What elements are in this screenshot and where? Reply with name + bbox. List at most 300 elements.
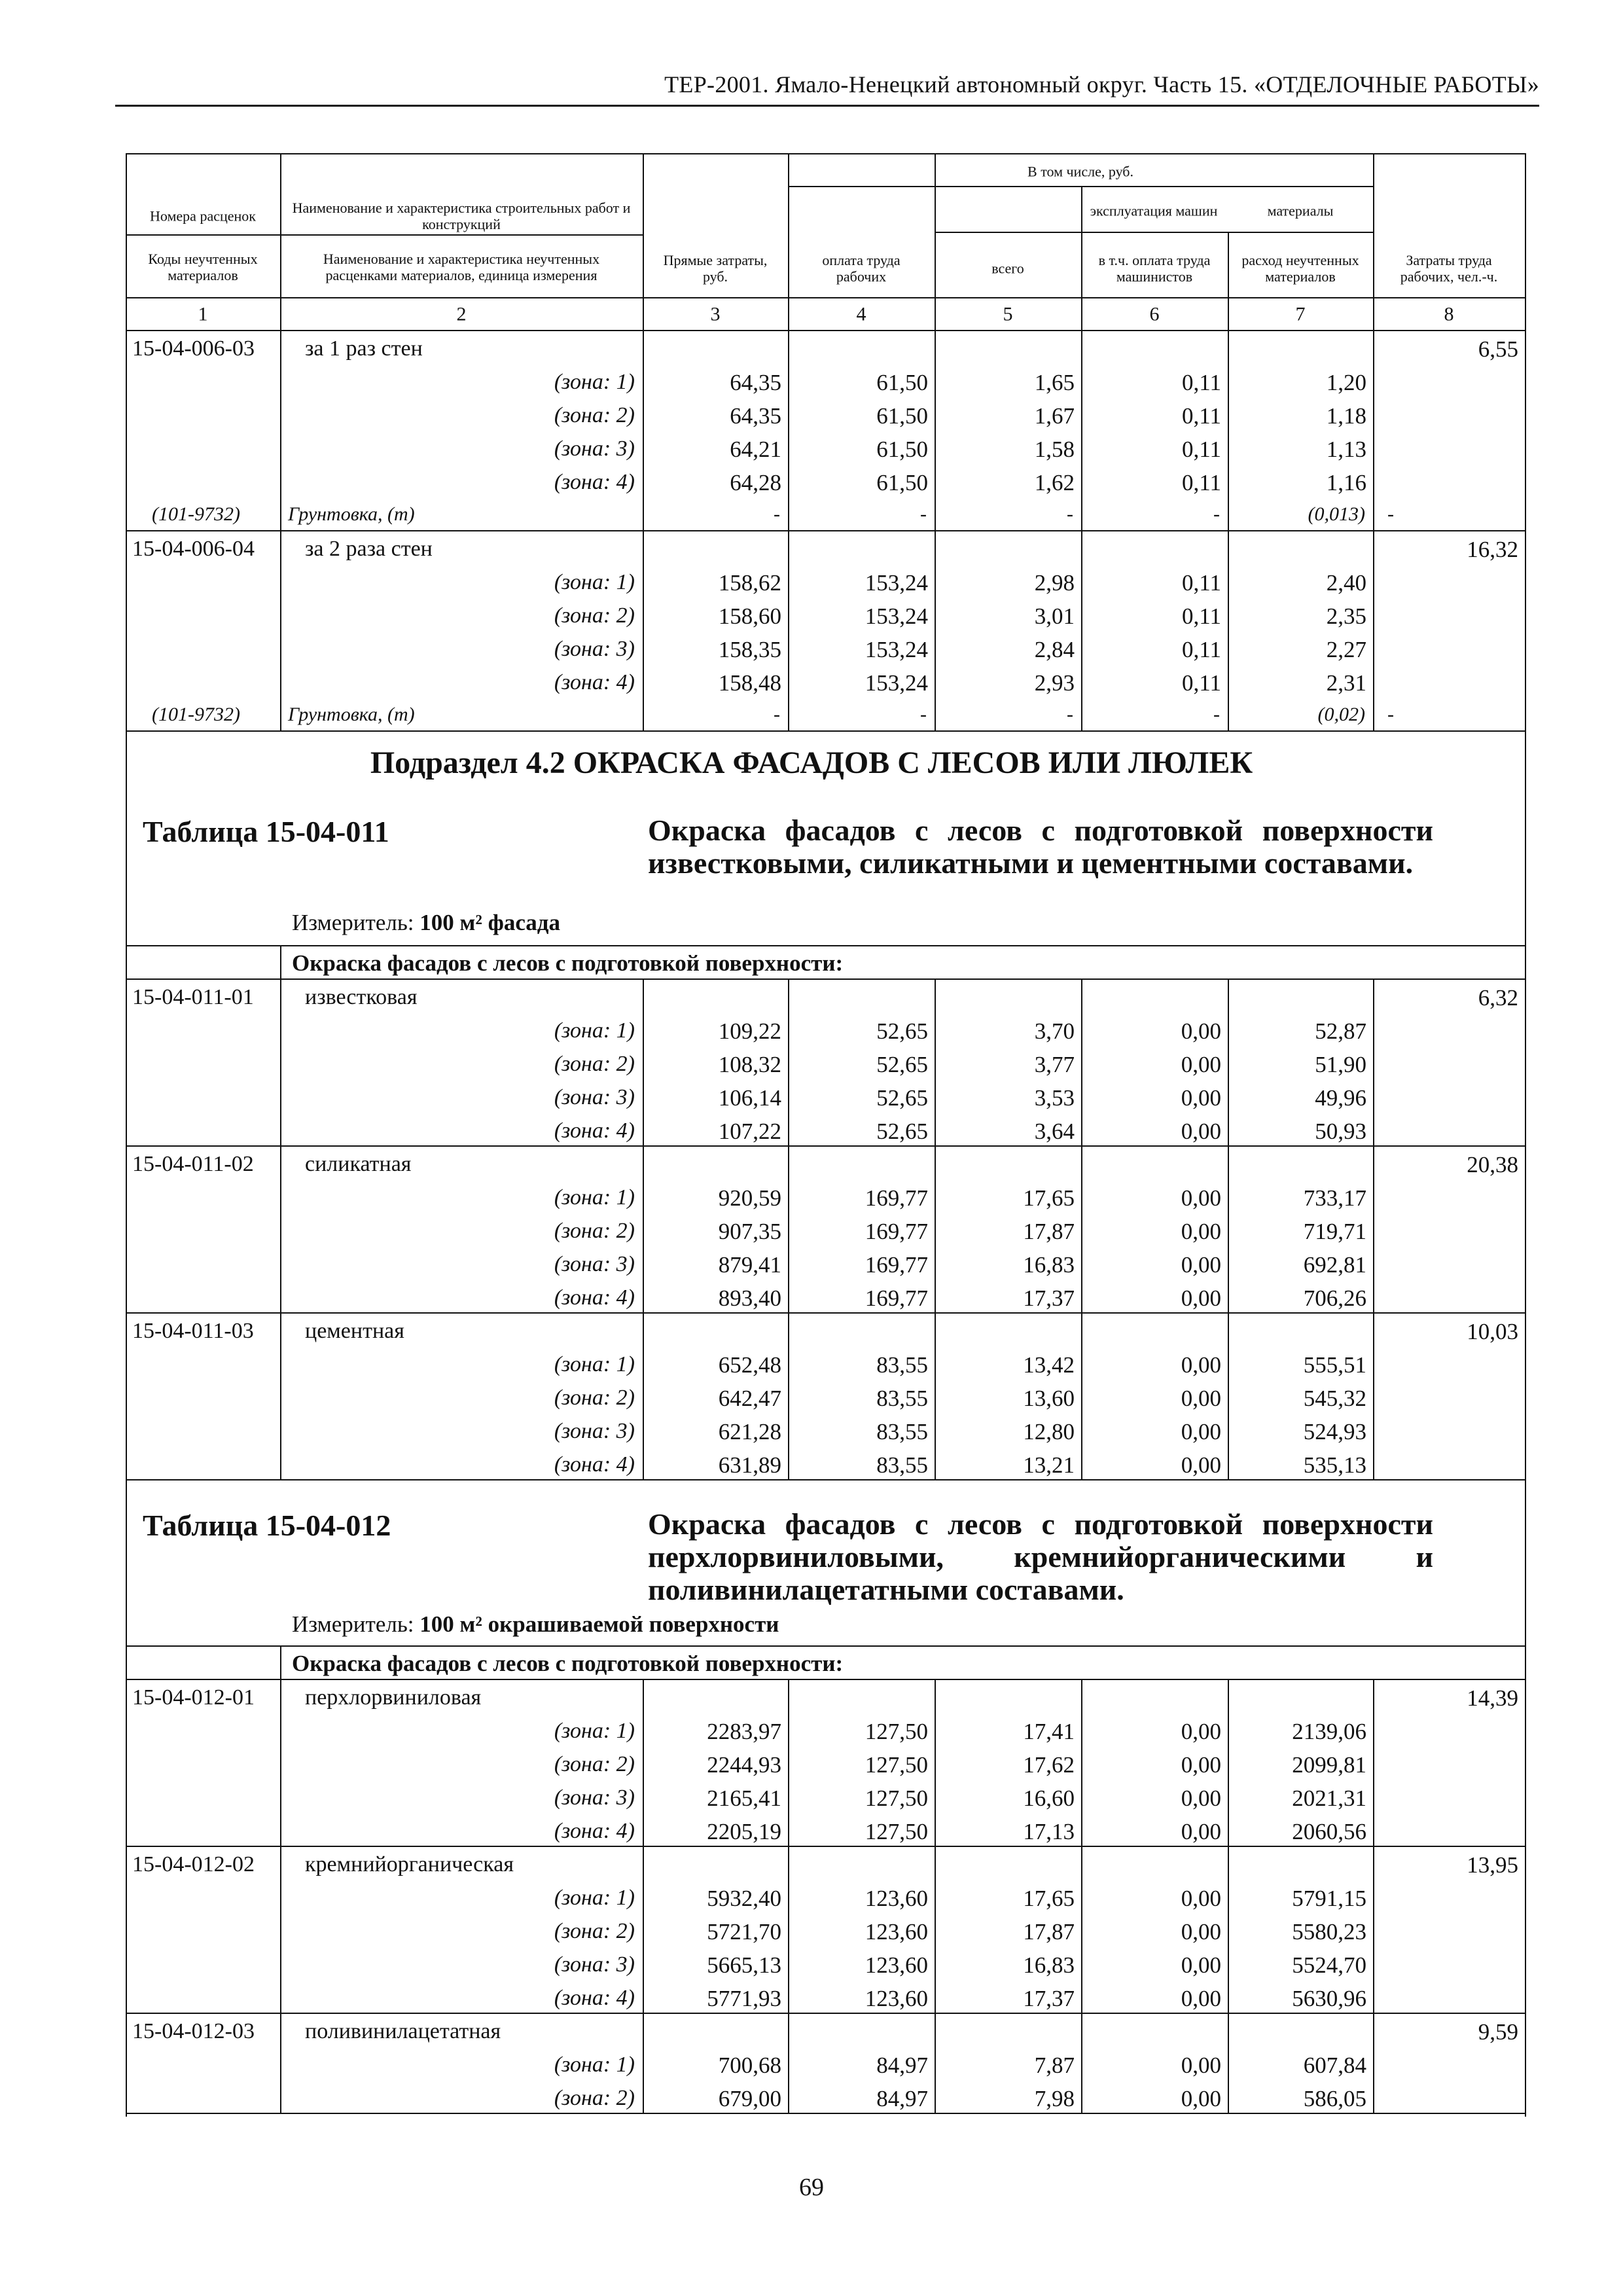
material-value: -: [1067, 704, 1073, 725]
column-rule: [788, 153, 789, 186]
column-rule: [935, 1145, 936, 1312]
column-rule: [788, 1145, 789, 1312]
table-number: Таблица 15-04-012: [143, 1509, 391, 1542]
column-rule: [643, 1846, 644, 2013]
cell-value: 2021,31: [1292, 1785, 1366, 1811]
cell-value: 0,00: [1181, 1419, 1221, 1444]
row-rule: [126, 2013, 1525, 2014]
cell-value: 17,37: [1023, 1285, 1075, 1311]
table-title: Окраска фасадов с лесов с подготовкой поверхности перхлорвиниловыми, кремнийорганическими и поливинилацетатными составами.: [648, 1507, 1433, 1606]
column-rule: [1373, 153, 1374, 186]
running-header: ТЕР-2001. Ямало-Ненецкий автономный округ. Часть 15. «ОТДЕЛОЧНЫЕ РАБОТЫ»: [664, 71, 1539, 98]
column-rule: [643, 2013, 644, 2113]
zone-label: (зона: 2): [554, 1052, 635, 1076]
material-value: -: [1213, 503, 1220, 525]
column-rule: [643, 978, 644, 1145]
material-name: Грунтовка, (т): [288, 704, 415, 725]
cell-value: 0,11: [1182, 570, 1221, 596]
column-rule: [788, 1679, 789, 1846]
zone-label: (зона: 3): [554, 1252, 635, 1276]
rate-code: 15-04-011-02: [132, 1152, 254, 1176]
cell-value: 621,28: [718, 1419, 781, 1444]
cell-value: 123,60: [865, 1886, 928, 1911]
column-rule: [935, 1846, 936, 2013]
cell-value: 52,65: [876, 1018, 928, 1044]
column-rule: [935, 186, 936, 330]
cell-value: 0,00: [1181, 1052, 1221, 1077]
header-machinist-pay: в т.ч. оплата труда машинистов: [1098, 252, 1211, 285]
header-direct-costs: Прямые затраты, руб.: [663, 252, 768, 285]
rate-code: 15-04-006-03: [132, 336, 255, 361]
work-name: цементная: [305, 1319, 404, 1343]
zone-label: (зона: 2): [554, 1919, 635, 1943]
cell-value: 642,47: [718, 1386, 781, 1411]
rate-code: 15-04-011-03: [132, 1319, 254, 1343]
labor-cost: 20,38: [1467, 1152, 1518, 1177]
cell-value: 17,62: [1023, 1752, 1075, 1778]
column-rule: [1228, 232, 1229, 330]
column-rule: [1373, 1312, 1374, 1479]
cell-value: 50,93: [1315, 1119, 1366, 1144]
cell-value: 17,87: [1023, 1919, 1075, 1945]
zone-label: (зона: 3): [554, 1085, 635, 1109]
measure-prefix: Измеритель:: [292, 1611, 420, 1637]
cell-value: 0,00: [1181, 1452, 1221, 1478]
cell-value: 0,11: [1182, 437, 1221, 462]
row-rule: [126, 1645, 1525, 1647]
group-title: Окраска фасадов с лесов с подготовкой поверхности:: [292, 950, 844, 976]
cell-value: 64,28: [730, 470, 781, 495]
column-rule: [126, 153, 127, 2117]
column-rule: [1081, 978, 1082, 1145]
cell-value: 169,77: [865, 1252, 928, 1278]
zone-label: (зона: 1): [554, 570, 635, 594]
material-value: -: [920, 704, 927, 725]
cell-value: 0,11: [1182, 470, 1221, 495]
zone-label: (зона: 4): [554, 1452, 635, 1477]
cell-value: 7,98: [1034, 2086, 1075, 2111]
cell-value: 1,16: [1326, 470, 1366, 495]
column-rule: [1373, 1145, 1374, 1312]
cell-value: 17,87: [1023, 1219, 1075, 1244]
work-name: за 2 раза стен: [305, 537, 433, 561]
cell-value: 5580,23: [1292, 1919, 1366, 1945]
cell-value: 920,59: [718, 1185, 781, 1211]
zone-label: (зона: 2): [554, 1752, 635, 1776]
column-rule: [280, 945, 281, 978]
cell-value: 0,00: [1181, 1085, 1221, 1111]
column-rule: [1525, 153, 1526, 2117]
zone-label: (зона: 1): [554, 1886, 635, 1910]
cell-value: 169,77: [865, 1185, 928, 1211]
cell-value: 0,11: [1182, 637, 1221, 662]
zone-label: (зона: 3): [554, 437, 635, 461]
row-rule: [126, 1479, 1525, 1480]
column-rule: [1081, 330, 1082, 530]
work-name: за 1 раз стен: [305, 336, 423, 361]
column-rule: [643, 330, 644, 530]
material-code: (101-9732): [152, 503, 240, 525]
column-rule: [280, 1145, 281, 1312]
cell-value: 0,11: [1182, 603, 1221, 629]
cell-value: 652,48: [718, 1352, 781, 1378]
cell-value: 158,48: [718, 670, 781, 696]
header-material-use: расход неучтенных материалов: [1241, 252, 1359, 285]
work-name: перхлорвиниловая: [305, 1685, 482, 1710]
header-labor-cost: Затраты труда рабочих, чел.-ч.: [1400, 252, 1498, 285]
column-rule: [935, 1679, 936, 1846]
cell-value: 5721,70: [707, 1919, 781, 1945]
labor-cost: 14,39: [1467, 1685, 1518, 1711]
zone-label: (зона: 4): [554, 1986, 635, 2010]
column-rule: [280, 978, 281, 1145]
cell-value: 158,60: [718, 603, 781, 629]
row-rule: [126, 1679, 1525, 1680]
cell-value: 907,35: [718, 1219, 781, 1244]
material-labor: -: [1387, 503, 1394, 525]
cell-value: 0,00: [1181, 1785, 1221, 1811]
cell-value: 5771,93: [707, 1986, 781, 2011]
cell-value: 83,55: [876, 1352, 928, 1378]
zone-label: (зона: 2): [554, 403, 635, 427]
zone-label: (зона: 3): [554, 1952, 635, 1977]
zone-label: (зона: 4): [554, 470, 635, 494]
cell-value: 83,55: [876, 1386, 928, 1411]
zone-label: (зона: 4): [554, 1285, 635, 1310]
zone-label: (зона: 2): [554, 603, 635, 628]
cell-value: 49,96: [1315, 1085, 1366, 1111]
cell-value: 0,00: [1181, 2053, 1221, 2078]
cell-value: 2283,97: [707, 1719, 781, 1744]
material-value: (0,02): [1317, 704, 1365, 725]
column-rule: [788, 978, 789, 1145]
cell-value: 3,77: [1034, 1052, 1075, 1077]
header-labor-pay: оплата труда рабочих: [822, 252, 901, 285]
column-rule: [1228, 978, 1229, 1145]
column-rule: [1373, 530, 1374, 730]
column-rule: [1228, 330, 1229, 530]
column-rule: [935, 530, 936, 730]
cell-value: 17,41: [1023, 1719, 1075, 1744]
cell-value: 586,05: [1303, 2086, 1366, 2111]
cell-value: 555,51: [1303, 1352, 1366, 1378]
column-rule: [935, 1312, 936, 1479]
table-title: Окраска фасадов с лесов с подготовкой поверхности известковыми, силикатными и цементными составами.: [648, 814, 1433, 880]
measure-value: 100 м² фасада: [419, 910, 560, 935]
cell-value: 1,65: [1034, 370, 1075, 395]
cell-value: 12,80: [1023, 1419, 1075, 1444]
material-labor: -: [1387, 704, 1394, 725]
rate-code: 15-04-012-01: [132, 1685, 255, 1710]
cell-value: 2,40: [1326, 570, 1366, 596]
cell-value: 0,00: [1181, 2086, 1221, 2111]
cell-value: 13,21: [1023, 1452, 1075, 1478]
cell-value: 0,00: [1181, 1219, 1221, 1244]
cell-value: 1,18: [1326, 403, 1366, 429]
row-rule: [126, 153, 1525, 154]
cell-value: 2099,81: [1292, 1752, 1366, 1778]
cell-value: 169,77: [865, 1219, 928, 1244]
cell-value: 153,24: [865, 670, 928, 696]
subsection-title: Подраздел 4.2 ОКРАСКА ФАСАДОВ С ЛЕСОВ ИЛИ ЛЮЛЕК: [370, 745, 1253, 780]
cell-value: 692,81: [1303, 1252, 1366, 1278]
cell-value: 108,32: [718, 1052, 781, 1077]
header-material-codes: Коды неучтенных материалов: [148, 251, 258, 283]
zone-label: (зона: 4): [554, 1119, 635, 1143]
cell-value: 607,84: [1303, 2053, 1366, 2078]
cell-value: 706,26: [1303, 1285, 1366, 1311]
column-rule: [788, 2013, 789, 2113]
column-rule: [1228, 1846, 1229, 2013]
cell-value: 52,65: [876, 1052, 928, 1077]
column-number: 3: [710, 303, 721, 325]
column-rule: [1373, 330, 1374, 530]
cell-value: 0,00: [1181, 1119, 1221, 1144]
cell-value: 0,00: [1181, 1886, 1221, 1911]
cell-value: 7,87: [1034, 2053, 1075, 2078]
cell-value: 16,83: [1023, 1952, 1075, 1978]
cell-value: 2205,19: [707, 1819, 781, 1844]
column-rule: [788, 530, 789, 730]
column-rule: [1373, 1846, 1374, 2013]
cell-value: 61,50: [876, 437, 928, 462]
table-number: Таблица 15-04-011: [143, 815, 389, 848]
cell-value: 158,62: [718, 570, 781, 596]
row-rule: [935, 232, 1373, 233]
cell-value: 0,00: [1181, 1285, 1221, 1311]
cell-value: 123,60: [865, 1952, 928, 1978]
zone-label: (зона: 1): [554, 1719, 635, 1743]
labor-cost: 6,32: [1478, 985, 1518, 1011]
material-value: -: [774, 704, 780, 725]
cell-value: 0,00: [1181, 1185, 1221, 1211]
cell-value: 17,65: [1023, 1886, 1075, 1911]
cell-value: 5630,96: [1292, 1986, 1366, 2011]
labor-cost: 6,55: [1478, 336, 1518, 362]
header-work-name: Наименование и характеристика строительных работ и конструкций: [292, 200, 631, 232]
cell-value: 1,13: [1326, 437, 1366, 462]
material-name: Грунтовка, (т): [288, 503, 415, 525]
cell-value: 0,00: [1181, 1352, 1221, 1378]
column-rule: [280, 1846, 281, 2013]
cell-value: 109,22: [718, 1018, 781, 1044]
work-name: силикатная: [305, 1152, 412, 1176]
zone-label: (зона: 1): [554, 370, 635, 394]
cell-value: 0,00: [1181, 1819, 1221, 1844]
material-value: -: [1213, 704, 1220, 725]
cell-value: 0,00: [1181, 1752, 1221, 1778]
cell-value: 3,70: [1034, 1018, 1075, 1044]
cell-value: 16,83: [1023, 1252, 1075, 1278]
column-rule: [1081, 1679, 1082, 1846]
zone-label: (зона: 4): [554, 1819, 635, 1843]
cell-value: 1,62: [1034, 470, 1075, 495]
material-value: (0,013): [1308, 503, 1365, 525]
zone-label: (зона: 2): [554, 2086, 635, 2110]
column-rule: [1228, 1312, 1229, 1479]
cell-value: 679,00: [718, 2086, 781, 2111]
cell-value: 3,53: [1034, 1085, 1075, 1111]
column-number: 7: [1295, 303, 1306, 325]
measure-unit: [292, 910, 560, 936]
cell-value: 0,00: [1181, 1719, 1221, 1744]
cell-value: 17,37: [1023, 1986, 1075, 2011]
column-rule: [643, 1312, 644, 1479]
column-rule: [643, 153, 644, 330]
cell-value: 1,58: [1034, 437, 1075, 462]
column-rule: [935, 153, 936, 186]
cell-value: 0,11: [1182, 403, 1221, 429]
row-rule: [126, 530, 1525, 531]
cell-value: 153,24: [865, 637, 928, 662]
column-number: 8: [1444, 303, 1454, 325]
column-rule: [788, 1846, 789, 2013]
column-rule: [1081, 2013, 1082, 2113]
cell-value: 2060,56: [1292, 1819, 1366, 1844]
cell-value: 2,93: [1034, 670, 1075, 696]
column-rule: [280, 1645, 281, 1679]
cell-value: 2,31: [1326, 670, 1366, 696]
cell-value: 106,14: [718, 1085, 781, 1111]
cell-value: 545,32: [1303, 1386, 1366, 1411]
zone-label: (зона: 1): [554, 1185, 635, 1210]
column-rule: [280, 1312, 281, 1479]
column-rule: [1373, 186, 1374, 330]
column-rule: [1228, 1679, 1229, 1846]
column-rule: [935, 2013, 936, 2113]
column-rule: [1081, 1145, 1082, 1312]
work-name: поливинилацетатная: [305, 2019, 501, 2043]
work-name: известковая: [305, 985, 418, 1009]
rate-code: 15-04-012-02: [132, 1852, 255, 1876]
cell-value: 61,50: [876, 403, 928, 429]
column-rule: [643, 1145, 644, 1312]
cell-value: 3,01: [1034, 603, 1075, 629]
material-code: (101-9732): [152, 704, 240, 725]
cell-value: 0,00: [1181, 1919, 1221, 1945]
column-rule: [280, 153, 281, 330]
zone-label: (зона: 1): [554, 1018, 635, 1043]
cell-value: 893,40: [718, 1285, 781, 1311]
column-rule: [1228, 1145, 1229, 1312]
cell-value: 16,60: [1023, 1785, 1075, 1811]
row-rule: [126, 2113, 1525, 2114]
cell-value: 61,50: [876, 370, 928, 395]
zone-label: (зона: 4): [554, 670, 635, 694]
row-rule: [126, 978, 1525, 980]
cell-value: 127,50: [865, 1719, 928, 1744]
column-rule: [935, 330, 936, 530]
cell-value: 127,50: [865, 1752, 928, 1778]
cell-value: 2165,41: [707, 1785, 781, 1811]
cell-value: 719,71: [1303, 1219, 1366, 1244]
column-rule: [1373, 2013, 1374, 2113]
group-title: Окраска фасадов с лесов с подготовкой поверхности:: [292, 1651, 844, 1676]
column-rule: [1373, 978, 1374, 1145]
cell-value: 52,87: [1315, 1018, 1366, 1044]
header-machines: эксплуатация машин: [1090, 202, 1218, 219]
cell-value: 733,17: [1303, 1185, 1366, 1211]
cell-value: 158,35: [718, 637, 781, 662]
column-rule: [643, 1679, 644, 1846]
cell-value: 2,27: [1326, 637, 1366, 662]
cell-value: 84,97: [876, 2086, 928, 2111]
cell-value: 127,50: [865, 1819, 928, 1844]
row-rule: [126, 330, 1525, 331]
column-rule: [1081, 1312, 1082, 1479]
column-number: 4: [856, 303, 866, 325]
cell-value: 13,42: [1023, 1352, 1075, 1378]
zone-label: (зона: 1): [554, 1352, 635, 1376]
cell-value: 13,60: [1023, 1386, 1075, 1411]
zone-label: (зона: 1): [554, 2053, 635, 2077]
column-rule: [1373, 1679, 1374, 1846]
row-rule: [126, 1846, 1525, 1847]
column-rule: [1081, 186, 1082, 330]
measure-unit: [292, 1611, 779, 1638]
row-rule: [126, 1312, 1525, 1314]
row-rule: [126, 1145, 1525, 1147]
zone-label: (зона: 2): [554, 1386, 635, 1410]
cell-value: 2,98: [1034, 570, 1075, 596]
column-rule: [788, 1312, 789, 1479]
column-rule: [280, 530, 281, 730]
zone-label: (зона: 3): [554, 1419, 635, 1443]
labor-cost: 13,95: [1467, 1852, 1518, 1878]
measure-prefix: Измеритель:: [292, 910, 420, 935]
rate-code: 15-04-006-04: [132, 537, 255, 561]
cell-value: 5665,13: [707, 1952, 781, 1978]
cell-value: 631,89: [718, 1452, 781, 1478]
cell-value: 535,13: [1303, 1452, 1366, 1478]
row-rule: [126, 730, 1525, 732]
cell-value: 700,68: [718, 2053, 781, 2078]
column-rule: [1228, 2013, 1229, 2113]
material-value: -: [774, 503, 780, 525]
header-machines-total: всего: [991, 260, 1024, 277]
cell-value: 2,35: [1326, 603, 1366, 629]
page-number: 69: [799, 2174, 824, 2201]
rate-code: 15-04-011-01: [132, 985, 254, 1009]
cell-value: 0,00: [1181, 1986, 1221, 2011]
cell-value: 123,60: [865, 1919, 928, 1945]
column-rule: [788, 330, 789, 530]
zone-label: (зона: 3): [554, 1785, 635, 1810]
cell-value: 64,35: [730, 370, 781, 395]
cell-value: 83,55: [876, 1452, 928, 1478]
column-number: 2: [456, 303, 467, 325]
measure-value: 100 м² окрашиваемой поверхности: [419, 1611, 779, 1637]
cell-value: 83,55: [876, 1419, 928, 1444]
cell-value: 17,65: [1023, 1185, 1075, 1211]
cell-value: 2244,93: [707, 1752, 781, 1778]
header-rule: [115, 105, 1539, 107]
cell-value: 61,50: [876, 470, 928, 495]
cell-value: 0,00: [1181, 1252, 1221, 1278]
cell-value: 5791,15: [1292, 1886, 1366, 1911]
cell-value: 52,65: [876, 1119, 928, 1144]
cell-value: 17,13: [1023, 1819, 1075, 1844]
cell-value: 169,77: [865, 1285, 928, 1311]
row-rule: [788, 186, 1373, 187]
cell-value: 879,41: [718, 1252, 781, 1278]
cell-value: 153,24: [865, 570, 928, 596]
cell-value: 0,00: [1181, 1952, 1221, 1978]
column-rule: [1081, 1846, 1082, 2013]
cell-value: 2139,06: [1292, 1719, 1366, 1744]
column-number: 5: [1003, 303, 1013, 325]
cell-value: 1,20: [1326, 370, 1366, 395]
